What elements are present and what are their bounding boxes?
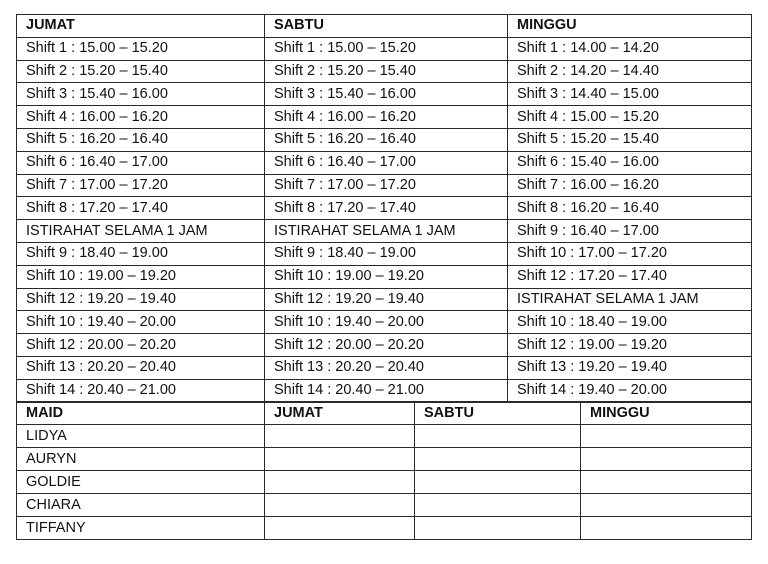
shift-cell-sabtu: Shift 6 : 16.40 – 17.00 (265, 151, 508, 174)
maid-cell-sabtu (415, 471, 581, 494)
maid-name-cell: GOLDIE (17, 471, 265, 494)
column-header-sabtu: SABTU (415, 402, 581, 425)
shift-row (17, 356, 752, 379)
shift-cell-sabtu: Shift 1 : 15.00 – 15.20 (265, 37, 508, 60)
shift-cell-minggu: Shift 14 : 19.40 – 20.00 (508, 379, 752, 402)
shift-row (17, 151, 752, 174)
maid-assignment-table (16, 401, 752, 540)
shift-row (17, 311, 752, 334)
shift-cell-sabtu: ISTIRAHAT SELAMA 1 JAM (265, 220, 508, 243)
column-header-maid: MAID (17, 402, 265, 425)
shift-cell-sabtu: Shift 13 : 20.20 – 20.40 (265, 356, 508, 379)
shift-cell-jumat: Shift 3 : 15.40 – 16.00 (17, 83, 265, 106)
shift-cell-sabtu: Shift 3 : 15.40 – 16.00 (265, 83, 508, 106)
maid-row (17, 425, 752, 448)
maid-cell-minggu (581, 494, 752, 517)
shift-cell-jumat: Shift 10 : 19.40 – 20.00 (17, 311, 265, 334)
maid-name-cell: CHIARA (17, 494, 265, 517)
shift-row (17, 220, 752, 243)
maid-cell-jumat (265, 517, 415, 540)
shift-cell-minggu: Shift 4 : 15.00 – 15.20 (508, 106, 752, 129)
maid-cell-jumat (265, 448, 415, 471)
column-header-sabtu: SABTU (265, 15, 508, 38)
column-header-minggu: MINGGU (581, 402, 752, 425)
shift-row (17, 288, 752, 311)
shift-cell-minggu: Shift 10 : 17.00 – 17.20 (508, 242, 752, 265)
shift-row (17, 106, 752, 129)
maid-row (17, 471, 752, 494)
maid-cell-jumat (265, 471, 415, 494)
shift-cell-minggu: Shift 12 : 17.20 – 17.40 (508, 265, 752, 288)
shift-cell-sabtu: Shift 14 : 20.40 – 21.00 (265, 379, 508, 402)
shift-cell-minggu: Shift 8 : 16.20 – 16.40 (508, 197, 752, 220)
shift-row (17, 197, 752, 220)
shift-cell-sabtu: Shift 10 : 19.40 – 20.00 (265, 311, 508, 334)
maid-cell-sabtu (415, 425, 581, 448)
maid-cell-sabtu (415, 494, 581, 517)
shift-row (17, 128, 752, 151)
maid-cell-minggu (581, 471, 752, 494)
shift-cell-sabtu: Shift 8 : 17.20 – 17.40 (265, 197, 508, 220)
column-header-jumat: JUMAT (17, 15, 265, 38)
schedule-sheet (16, 14, 751, 540)
maid-cell-sabtu (415, 517, 581, 540)
shift-cell-sabtu: Shift 12 : 20.00 – 20.20 (265, 334, 508, 357)
shift-cell-jumat: Shift 13 : 20.20 – 20.40 (17, 356, 265, 379)
shift-cell-minggu: Shift 12 : 19.00 – 19.20 (508, 334, 752, 357)
shift-cell-minggu: Shift 13 : 19.20 – 19.40 (508, 356, 752, 379)
shift-row (17, 174, 752, 197)
shift-cell-sabtu: Shift 2 : 15.20 – 15.40 (265, 60, 508, 83)
shift-cell-jumat: Shift 2 : 15.20 – 15.40 (17, 60, 265, 83)
shift-cell-minggu: Shift 9 : 16.40 – 17.00 (508, 220, 752, 243)
maid-cell-jumat (265, 494, 415, 517)
shift-cell-jumat: Shift 14 : 20.40 – 21.00 (17, 379, 265, 402)
shift-cell-jumat: Shift 8 : 17.20 – 17.40 (17, 197, 265, 220)
maid-name-cell: LIDYA (17, 425, 265, 448)
shift-cell-sabtu: Shift 9 : 18.40 – 19.00 (265, 242, 508, 265)
column-header-minggu: MINGGU (508, 15, 752, 38)
shift-row (17, 242, 752, 265)
shift-cell-jumat: Shift 6 : 16.40 – 17.00 (17, 151, 265, 174)
maid-row (17, 517, 752, 540)
shift-row (17, 83, 752, 106)
maid-row (17, 494, 752, 517)
maid-cell-jumat (265, 425, 415, 448)
maid-name-cell: AURYN (17, 448, 265, 471)
maid-row (17, 448, 752, 471)
shift-row (17, 334, 752, 357)
shift-cell-jumat: Shift 4 : 16.00 – 16.20 (17, 106, 265, 129)
shift-cell-minggu: Shift 2 : 14.20 – 14.40 (508, 60, 752, 83)
shift-cell-minggu: Shift 5 : 15.20 – 15.40 (508, 128, 752, 151)
shift-cell-sabtu: Shift 12 : 19.20 – 19.40 (265, 288, 508, 311)
shift-cell-minggu: Shift 6 : 15.40 – 16.00 (508, 151, 752, 174)
shift-cell-sabtu: Shift 10 : 19.00 – 19.20 (265, 265, 508, 288)
maid-name-cell: TIFFANY (17, 517, 265, 540)
shift-cell-jumat: ISTIRAHAT SELAMA 1 JAM (17, 220, 265, 243)
shift-cell-minggu: Shift 1 : 14.00 – 14.20 (508, 37, 752, 60)
column-header-jumat: JUMAT (265, 402, 415, 425)
maid-assignment-header-row (17, 402, 752, 425)
shift-row (17, 265, 752, 288)
shift-cell-minggu: Shift 7 : 16.00 – 16.20 (508, 174, 752, 197)
shift-cell-jumat: Shift 12 : 20.00 – 20.20 (17, 334, 265, 357)
maid-cell-minggu (581, 448, 752, 471)
shift-cell-minggu: Shift 3 : 14.40 – 15.00 (508, 83, 752, 106)
shift-schedule-table (16, 14, 752, 403)
shift-cell-minggu: Shift 10 : 18.40 – 19.00 (508, 311, 752, 334)
shift-cell-jumat: Shift 10 : 19.00 – 19.20 (17, 265, 265, 288)
shift-cell-jumat: Shift 5 : 16.20 – 16.40 (17, 128, 265, 151)
shift-schedule-header-row (17, 15, 752, 38)
maid-cell-minggu (581, 517, 752, 540)
shift-cell-jumat: Shift 7 : 17.00 – 17.20 (17, 174, 265, 197)
shift-cell-jumat: Shift 9 : 18.40 – 19.00 (17, 242, 265, 265)
shift-cell-sabtu: Shift 4 : 16.00 – 16.20 (265, 106, 508, 129)
shift-cell-jumat: Shift 12 : 19.20 – 19.40 (17, 288, 265, 311)
shift-row (17, 37, 752, 60)
maid-cell-sabtu (415, 448, 581, 471)
shift-cell-jumat: Shift 1 : 15.00 – 15.20 (17, 37, 265, 60)
shift-cell-minggu: ISTIRAHAT SELAMA 1 JAM (508, 288, 752, 311)
shift-cell-sabtu: Shift 7 : 17.00 – 17.20 (265, 174, 508, 197)
shift-row (17, 60, 752, 83)
maid-cell-minggu (581, 425, 752, 448)
shift-row (17, 379, 752, 402)
shift-cell-sabtu: Shift 5 : 16.20 – 16.40 (265, 128, 508, 151)
